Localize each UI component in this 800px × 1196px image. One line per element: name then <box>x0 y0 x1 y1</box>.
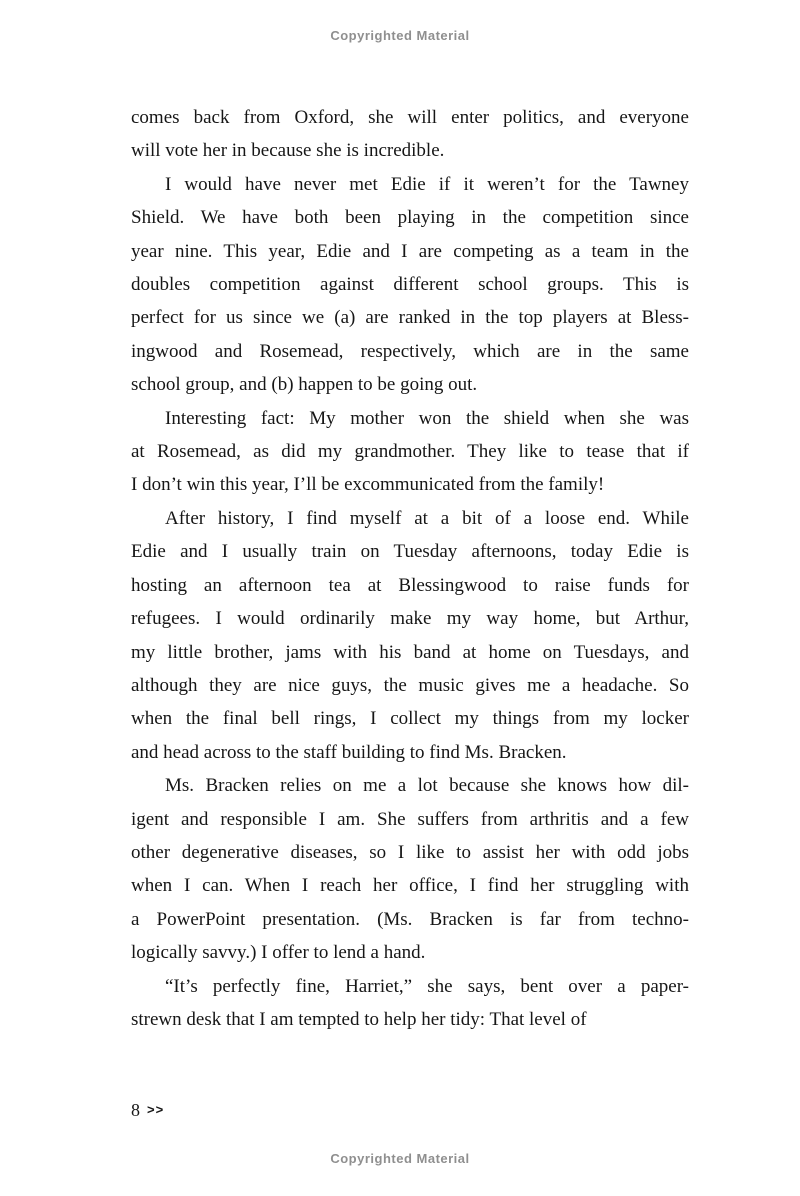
text-line: igent and responsible I am. She suffers from arthritis and a few <box>131 808 689 830</box>
page-number <box>131 1100 164 1121</box>
text-line: “It’s perfectly fine, Harriet,” she says, bent over a paper- <box>165 975 689 997</box>
text-line: ingwood and Rosemead, respectively, which are in the same <box>131 340 689 362</box>
copyright-notice-bottom: Copyrighted Material <box>330 1151 470 1166</box>
text-line: After history, I find myself at a bit of a loose end. While <box>165 507 689 529</box>
page-number-value: 8 <box>131 1100 140 1120</box>
text-line: I don’t win this year, I’ll be excommunicated from the family! <box>131 474 605 496</box>
text-line: when I can. When I reach her office, I find her struggling with <box>131 875 689 897</box>
text-line: logically savvy.) I offer to lend a hand. <box>131 942 426 964</box>
text-line: although they are nice guys, the music gives me a headache. So <box>131 674 689 696</box>
text-line: Edie and I usually train on Tuesday afternoons, today Edie is <box>131 541 689 563</box>
text-line: year nine. This year, Edie and I are competing as a team in the <box>131 240 689 262</box>
text-line: hosting an afternoon tea at Blessingwood to raise funds for <box>131 574 689 596</box>
text-line: a PowerPoint presentation. (Ms. Bracken is far from techno- <box>131 908 689 930</box>
text-line: Interesting fact: My mother won the shield when she was <box>165 407 689 429</box>
text-line: comes back from Oxford, she will enter politics, and everyone <box>131 107 689 128</box>
text-block <box>131 101 689 1036</box>
text-line: other degenerative diseases, so I like to assist her with odd jobs <box>131 841 689 863</box>
text-line: refugees. I would ordinarily make my way home, but Arthur, <box>131 608 689 630</box>
page-number-marker-icon: >> <box>147 1102 165 1117</box>
copyright-notice-top: Copyrighted Material <box>330 28 470 43</box>
text-line: I would have never met Edie if it weren’t for the Tawney <box>165 173 689 195</box>
text-line: and head across to the staff building to find Ms. Bracken. <box>131 741 567 763</box>
text-line: Shield. We have both been playing in the competition since <box>131 207 689 229</box>
text-line: when the final bell rings, I collect my things from my locker <box>131 708 689 730</box>
text-line: strewn desk that I am tempted to help her tidy: That level of <box>131 1008 587 1030</box>
text-line: my little brother, jams with his band at home on Tuesdays, and <box>131 641 689 663</box>
text-line: perfect for us since we (a) are ranked in the top players at Bless- <box>131 307 689 329</box>
text-line: will vote her in because she is incredible. <box>131 140 445 162</box>
text-line: school group, and (b) happen to be going out. <box>131 374 478 396</box>
text-line: Ms. Bracken relies on me a lot because she knows how dil- <box>165 775 689 797</box>
text-line: at Rosemead, as did my grandmother. They like to tease that if <box>131 441 689 463</box>
text-line: doubles competition against different school groups. This is <box>131 274 689 296</box>
